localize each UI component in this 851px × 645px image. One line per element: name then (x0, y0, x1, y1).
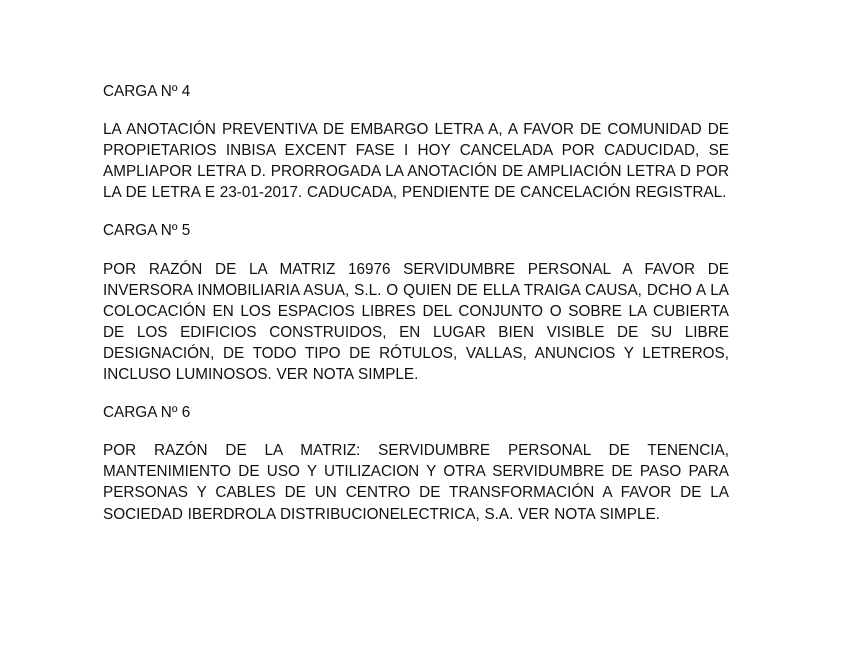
carga-4-section (103, 81, 729, 203)
carga-4-heading: CARGA Nº 4 (103, 83, 191, 100)
document-body (103, 81, 729, 542)
carga-6-text: POR RAZÓN DE LA MATRIZ: SERVIDUMBRE PERSONAL DE TENENCIA, MANTENIMIENTO DE USO Y UTILIZACION Y OTRA SERVIDUMBRE DE PASO PARA PERSONAS Y CABLES DE UN CENTRO DE TRANSFORMACIÓN A FAVOR DE LA SOCIEDAD IBERDROLA DISTRIBUCIONELECTRICA, S.A. VER NOTA SIMPLE. (103, 442, 729, 523)
carga-4-text: LA ANOTACIÓN PREVENTIVA DE EMBARGO LETRA A, A FAVOR DE COMUNIDAD DE PROPIETARIOS INBISA EXCENT FASE I HOY CANCELADA POR CADUCIDAD, SE AMPLIAPOR LETRA D. PRORROGADA LA ANOTACIÓN DE AMPLIACIÓN LETRA D POR LA DE LETRA E 23-01-2017. CADUCADA, PENDIENTE DE CANCELACIÓN REGISTRAL. (103, 121, 729, 202)
carga-5-heading: CARGA Nº 5 (103, 222, 191, 240)
carga-6-section (103, 402, 729, 524)
carga-5-text: POR RAZÓN DE LA MATRIZ 16976 SERVIDUMBRE PERSONAL A FAVOR DE INVERSORA INMOBILIARIA ASUA, S.L. O QUIEN DE ELLA TRAIGA CAUSA, DCHO A LA COLOCACIÓN EN LOS ESPACIOS LIBRES DEL CONJUNTO O SOBRE LA CUBIERTA DE LOS EDIFICIOS CONSTRUIDOS, EN LUGAR BIEN VISIBLE DE SU LIBRE DESIGNACIÓN, DE TODO TIPO DE RÓTULOS, VALLAS, ANUNCIOS Y LETREROS, INCLUSO LUMINOSOS. VER NOTA SIMPLE. (103, 260, 729, 384)
carga-6-heading: CARGA Nº 6 (103, 404, 191, 422)
carga-5-section (103, 220, 729, 385)
